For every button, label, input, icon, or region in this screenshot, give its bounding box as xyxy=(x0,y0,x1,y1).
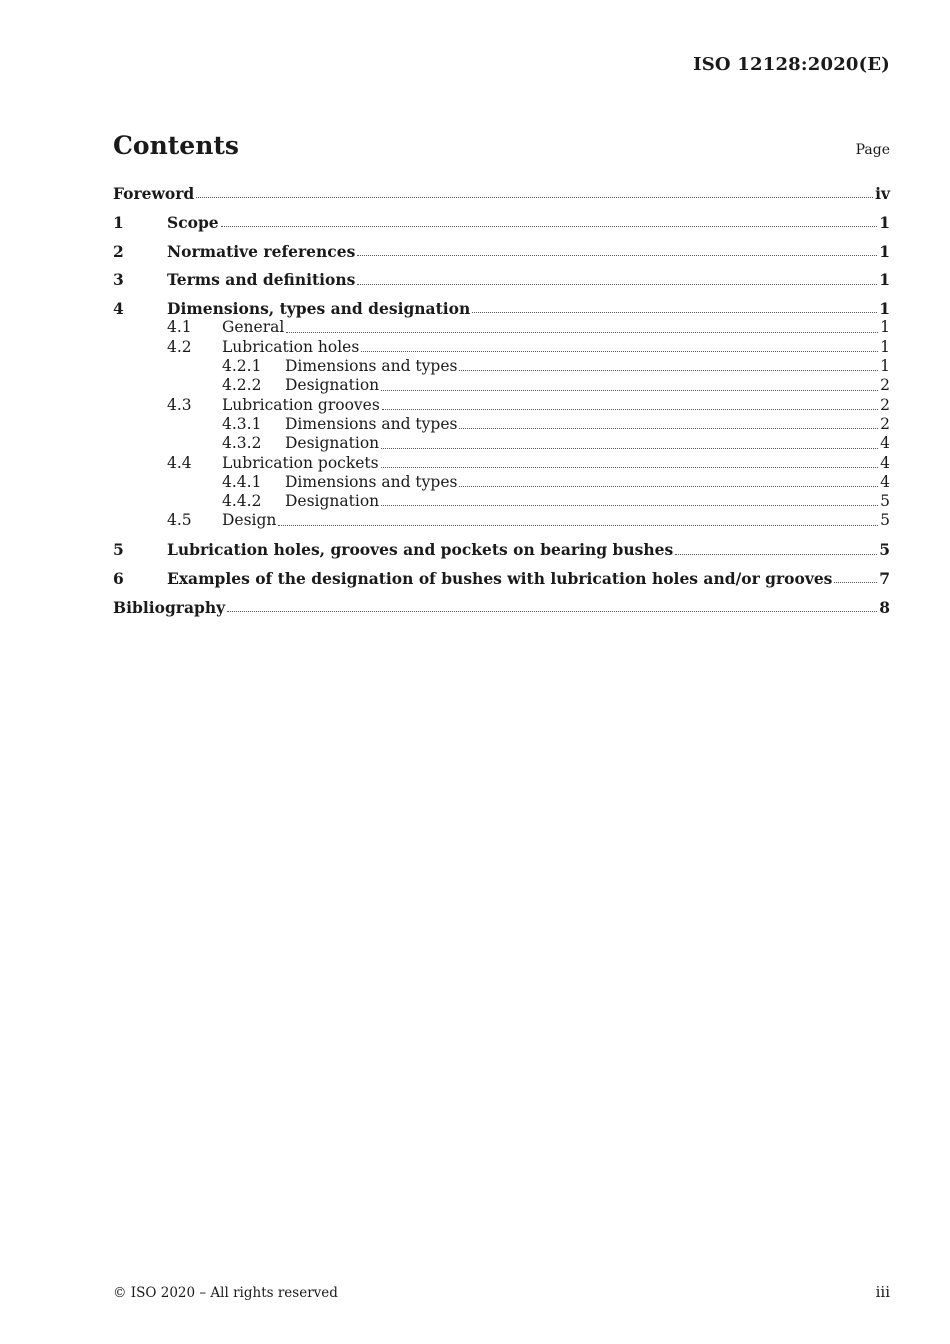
toc-entry[interactable] xyxy=(113,598,890,617)
toc-entry[interactable] xyxy=(113,184,890,203)
toc-entry-page: 1 xyxy=(879,241,890,261)
document-id: ISO 12128:2020(E) xyxy=(693,54,890,75)
toc-entry-page: 7 xyxy=(879,569,890,589)
toc-entry-page: 1 xyxy=(879,299,890,319)
toc-entry[interactable] xyxy=(113,434,890,453)
toc-entry-title: Examples of the designation of bushes with lubrication holes and/or grooves xyxy=(167,569,833,589)
dot-leader xyxy=(381,390,878,391)
toc-entry[interactable] xyxy=(113,454,890,473)
toc-entry-number: 4 xyxy=(113,299,124,319)
toc-entry-page: 8 xyxy=(879,597,890,617)
dot-leader xyxy=(357,284,877,285)
dot-leader xyxy=(834,582,877,583)
toc-entry-title: Lubrication holes xyxy=(222,337,360,356)
toc-entry-title: Bibliography xyxy=(113,597,226,617)
toc-entry-page: 5 xyxy=(879,540,890,560)
toc-entry-number: 4.4.1 xyxy=(222,472,262,491)
toc-entry-title: Designation xyxy=(285,434,380,453)
toc-entry[interactable] xyxy=(113,299,890,318)
toc-entry-title: Foreword xyxy=(113,184,195,203)
toc-entry-page: 2 xyxy=(880,414,890,433)
toc-entry-number: 4.2.2 xyxy=(222,376,262,395)
toc-entry-title: Lubrication holes, grooves and pockets on bearing bushes xyxy=(167,540,674,560)
dot-leader xyxy=(227,611,877,612)
dot-leader xyxy=(675,554,877,555)
toc-entry-number: 4.2.1 xyxy=(222,357,262,376)
toc-entry-number: 3 xyxy=(113,270,124,290)
toc-entry-page: 1 xyxy=(880,357,890,376)
toc-entry[interactable] xyxy=(113,415,890,434)
toc-entry-number: 4.4 xyxy=(167,453,192,472)
dot-leader xyxy=(286,332,878,333)
toc-entry[interactable] xyxy=(113,492,890,511)
toc-entry-number: 4.4.2 xyxy=(222,492,262,511)
toc-entry-number: 4.3.1 xyxy=(222,414,262,433)
toc-entry-title: Designation xyxy=(285,376,380,395)
copyright-notice: © ISO 2020 – All rights reserved xyxy=(113,1285,338,1301)
toc-entry[interactable] xyxy=(113,376,890,395)
toc-entry-page: 5 xyxy=(880,492,890,511)
dot-leader xyxy=(381,467,879,468)
toc-entry[interactable] xyxy=(113,318,890,337)
page-column-label: Page xyxy=(855,142,890,158)
toc-entry-title: Terms and definitions xyxy=(167,270,356,290)
toc-entry[interactable] xyxy=(113,473,890,492)
toc-entry-page: 1 xyxy=(880,318,890,337)
toc-entry-number: 4.2 xyxy=(167,337,192,356)
page-number: iii xyxy=(875,1283,890,1301)
toc-entry-title: Lubrication pockets xyxy=(222,453,379,472)
toc-entry-page: 2 xyxy=(880,395,890,414)
toc-entry-title: Normative references xyxy=(167,241,356,261)
toc-entry-number: 5 xyxy=(113,540,124,560)
toc-entry-page: 4 xyxy=(880,472,890,491)
toc-entry[interactable] xyxy=(113,569,890,588)
dot-leader xyxy=(381,505,878,506)
dot-leader xyxy=(459,370,878,371)
toc-entry-page: 1 xyxy=(880,337,890,356)
dot-leader xyxy=(381,448,878,449)
toc-entry-number: 1 xyxy=(113,212,124,232)
toc-entry[interactable] xyxy=(113,213,890,232)
toc-entry-title: Lubrication grooves xyxy=(222,395,380,414)
toc-entry-title: Designation xyxy=(285,492,380,511)
dot-leader xyxy=(382,409,878,410)
toc-entry-title: Dimensions and types xyxy=(285,414,458,433)
dot-leader xyxy=(196,197,873,198)
toc-entry-title: Dimensions and types xyxy=(285,357,458,376)
toc-entry-title: Dimensions and types xyxy=(285,472,458,491)
toc-entry-number: 4.3.2 xyxy=(222,434,262,453)
dot-leader xyxy=(278,525,878,526)
toc-entry[interactable] xyxy=(113,540,890,559)
toc-entry-title: Dimensions, types and designation xyxy=(167,299,471,319)
toc-entry-page: 2 xyxy=(880,376,890,395)
dot-leader xyxy=(459,428,878,429)
toc-entry-page: 4 xyxy=(880,434,890,453)
toc-entry-number: 4.5 xyxy=(167,511,192,530)
table-of-contents xyxy=(113,184,890,617)
toc-entry[interactable] xyxy=(113,511,890,530)
toc-entry-number: 4.3 xyxy=(167,395,192,414)
toc-entry-page: iv xyxy=(875,184,890,203)
toc-entry[interactable] xyxy=(113,357,890,376)
dot-leader xyxy=(221,226,878,227)
toc-entry-page: 5 xyxy=(880,511,890,530)
contents-heading: Contents xyxy=(113,131,240,160)
toc-entry-number: 2 xyxy=(113,241,124,261)
dot-leader xyxy=(357,255,877,256)
toc-entry-title: General xyxy=(222,318,285,337)
toc-entry[interactable] xyxy=(113,396,890,415)
toc-entry-page: 1 xyxy=(879,270,890,290)
toc-entry-page: 1 xyxy=(879,212,890,232)
toc-entry-title: Scope xyxy=(167,212,219,232)
toc-entry-number: 4.1 xyxy=(167,318,192,337)
dot-leader xyxy=(459,486,878,487)
toc-entry-title: Design xyxy=(222,511,277,530)
dot-leader xyxy=(472,312,877,313)
toc-entry[interactable] xyxy=(113,270,890,289)
toc-entry[interactable] xyxy=(113,242,890,261)
dot-leader xyxy=(361,351,878,352)
toc-entry-number: 6 xyxy=(113,569,124,589)
toc-entry-page: 4 xyxy=(880,453,890,472)
toc-entry[interactable] xyxy=(113,338,890,357)
